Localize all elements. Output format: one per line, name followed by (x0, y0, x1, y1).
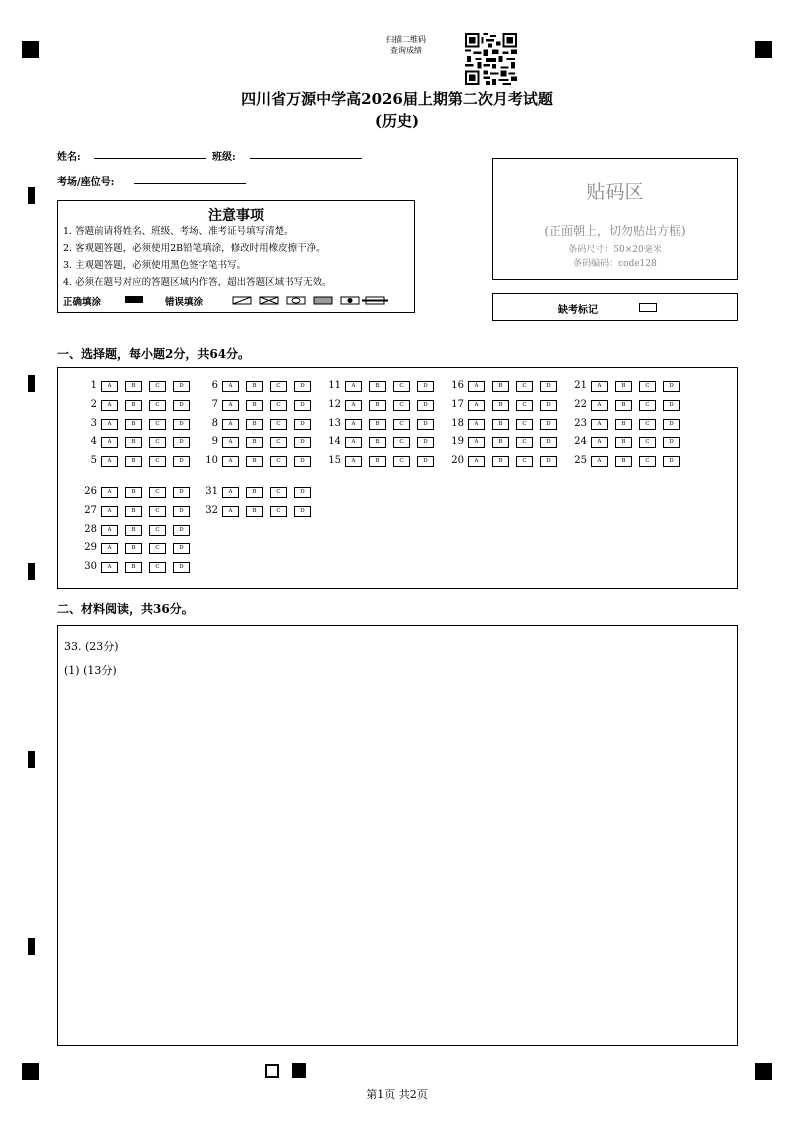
option-bubble-c[interactable]: C (270, 506, 287, 517)
question-number: 16 (451, 380, 464, 391)
correct-fill-label: 正确填涂 (63, 297, 102, 308)
option-bubble-b[interactable]: B (615, 400, 632, 411)
question-number: 15 (328, 455, 341, 466)
option-bubble-b[interactable]: B (125, 525, 142, 536)
option-bubble-d[interactable]: D (540, 419, 557, 430)
option-bubble-b[interactable]: B (246, 381, 263, 392)
option-bubble-d[interactable]: D (417, 381, 434, 392)
option-bubble-d[interactable]: D (173, 437, 190, 448)
option-bubble-c[interactable]: C (149, 456, 166, 467)
option-bubble-c[interactable]: C (639, 381, 656, 392)
option-bubble-a[interactable]: A (222, 437, 239, 448)
option-bubble-d[interactable]: D (173, 525, 190, 536)
q33-label: 33. (23分) (64, 640, 119, 653)
option-bubble-d[interactable]: D (173, 400, 190, 411)
question-number: 27 (84, 505, 97, 516)
option-bubble-a[interactable]: A (591, 419, 608, 430)
option-bubble-d[interactable]: D (173, 419, 190, 430)
question-number: 13 (328, 418, 341, 429)
option-bubble-c[interactable]: C (270, 437, 287, 448)
option-bubble-b[interactable]: B (492, 456, 509, 467)
option-bubble-b[interactable]: B (125, 400, 142, 411)
question-number: 31 (205, 486, 218, 497)
option-bubble-a[interactable]: A (591, 400, 608, 411)
option-bubble-a[interactable]: A (101, 456, 118, 467)
barcode-title: 贴码区 (586, 181, 644, 203)
question-number: 30 (84, 561, 97, 572)
question-number: 22 (574, 399, 587, 410)
question-number: 24 (574, 436, 587, 447)
option-bubble-d[interactable]: D (417, 456, 434, 467)
option-bubble-a[interactable]: A (591, 381, 608, 392)
option-bubble-d[interactable]: D (173, 456, 190, 467)
seat-label: 考场/座位号: (57, 177, 115, 188)
wrong-fill-label: 错误填涂 (165, 297, 204, 308)
option-bubble-b[interactable]: B (369, 456, 386, 467)
option-bubble-d[interactable]: D (173, 381, 190, 392)
option-bubble-c[interactable]: C (149, 525, 166, 536)
option-bubble-a[interactable]: A (468, 381, 485, 392)
question-number: 5 (90, 455, 97, 466)
option-bubble-c[interactable]: C (270, 381, 287, 392)
corner-mark-top-left (22, 41, 39, 58)
question-number: 1 (90, 380, 97, 391)
option-bubble-a[interactable]: A (101, 525, 118, 536)
barcode-size: 条码尺寸：50×20毫米 (568, 245, 662, 255)
page-mark-hollow (265, 1064, 279, 1078)
option-bubble-b[interactable]: B (615, 456, 632, 467)
option-bubble-d[interactable]: D (294, 419, 311, 430)
page-title: 四川省万源中学高2026届上期第二次月考试题 (241, 90, 553, 108)
question-number: 4 (90, 436, 97, 447)
page-mark-solid (292, 1063, 306, 1078)
option-bubble-c[interactable]: C (149, 419, 166, 430)
option-bubble-c[interactable]: C (149, 506, 166, 517)
option-bubble-d[interactable]: D (173, 487, 190, 498)
option-bubble-d[interactable]: D (173, 543, 190, 554)
option-bubble-b[interactable]: B (615, 419, 632, 430)
option-bubble-d[interactable]: D (173, 506, 190, 517)
barcode-instruction: (正面朝上，切勿贴出方框) (544, 224, 686, 238)
question-number: 28 (84, 524, 97, 535)
question-number: 6 (211, 380, 218, 391)
timing-mark (28, 751, 35, 768)
option-bubble-b[interactable]: B (125, 419, 142, 430)
option-bubble-c[interactable]: C (516, 381, 533, 392)
question-number: 23 (574, 418, 587, 429)
option-bubble-b[interactable]: B (492, 400, 509, 411)
question-number: 25 (574, 455, 587, 466)
option-bubble-c[interactable]: C (516, 419, 533, 430)
name-label: 姓名: (57, 152, 81, 163)
option-bubble-b[interactable]: B (369, 400, 386, 411)
option-bubble-b[interactable]: B (125, 506, 142, 517)
notice-item: 4. 必须在题号对应的答题区域内作答，超出答题区域书写无效。 (63, 277, 332, 288)
option-bubble-d[interactable]: D (540, 456, 557, 467)
option-bubble-a[interactable]: A (101, 487, 118, 498)
option-bubble-d[interactable]: D (294, 381, 311, 392)
option-bubble-a[interactable]: A (468, 400, 485, 411)
barcode-area (492, 158, 738, 280)
timing-mark (28, 563, 35, 580)
option-bubble-b[interactable]: B (369, 381, 386, 392)
option-bubble-d[interactable]: D (173, 562, 190, 573)
option-bubble-c[interactable]: C (149, 381, 166, 392)
option-bubble-c[interactable]: C (393, 381, 410, 392)
option-bubble-a[interactable]: A (591, 437, 608, 448)
correct-fill-sample (125, 296, 143, 303)
option-bubble-b[interactable]: B (246, 506, 263, 517)
option-bubble-b[interactable]: B (369, 437, 386, 448)
notice-item: 1. 答题前请将姓名、班级、考场、准考证号填写清楚。 (63, 226, 294, 237)
question-number: 29 (84, 542, 97, 553)
name-field[interactable] (94, 158, 206, 159)
option-bubble-a[interactable]: A (468, 437, 485, 448)
absent-checkbox[interactable] (639, 303, 657, 312)
option-bubble-d[interactable]: D (663, 381, 680, 392)
option-bubble-a[interactable]: A (345, 437, 362, 448)
option-bubble-a[interactable]: A (345, 381, 362, 392)
absent-label: 缺考标记 (558, 305, 598, 316)
question-number: 9 (211, 436, 218, 447)
corner-mark-bottom-right (755, 1063, 772, 1080)
option-bubble-b[interactable]: B (246, 419, 263, 430)
option-bubble-b[interactable]: B (246, 437, 263, 448)
seat-field[interactable] (134, 183, 246, 184)
section1-heading: 一、选择题，每小题2分，共64分。 (57, 347, 251, 361)
option-bubble-b[interactable]: B (615, 437, 632, 448)
option-bubble-a[interactable]: A (101, 562, 118, 573)
timing-mark (28, 375, 35, 392)
option-bubble-b[interactable]: B (125, 543, 142, 554)
option-bubble-a[interactable]: A (222, 381, 239, 392)
option-bubble-a[interactable]: A (101, 543, 118, 554)
corner-mark-bottom-left (22, 1063, 39, 1080)
option-bubble-c[interactable]: C (149, 437, 166, 448)
option-bubble-c[interactable]: C (149, 562, 166, 573)
question-number: 20 (451, 455, 464, 466)
option-bubble-a[interactable]: A (101, 400, 118, 411)
option-bubble-b[interactable]: B (246, 456, 263, 467)
option-bubble-b[interactable]: B (125, 487, 142, 498)
option-bubble-a[interactable]: A (222, 456, 239, 467)
option-bubble-a[interactable]: A (222, 487, 239, 498)
option-bubble-d[interactable]: D (540, 437, 557, 448)
class-field[interactable] (250, 158, 362, 159)
option-bubble-d[interactable]: D (417, 437, 434, 448)
option-bubble-a[interactable]: A (222, 506, 239, 517)
option-bubble-c[interactable]: C (639, 419, 656, 430)
option-bubble-b[interactable]: B (492, 437, 509, 448)
option-bubble-c[interactable]: C (393, 400, 410, 411)
question-number: 12 (328, 399, 341, 410)
option-bubble-a[interactable]: A (222, 419, 239, 430)
option-bubble-a[interactable]: A (101, 419, 118, 430)
question-number: 32 (205, 505, 218, 516)
notice-item: 3. 主观题答题，必须使用黑色签字笔书写。 (63, 260, 247, 271)
corner-mark-top-right (755, 41, 772, 58)
notice-item: 2. 客观题答题，必须使用2B铅笔填涂，修改时用橡皮擦干净。 (63, 243, 326, 254)
option-bubble-b[interactable]: B (246, 400, 263, 411)
option-bubble-b[interactable]: B (615, 381, 632, 392)
q33-sub1-label: (1) (13分) (64, 664, 117, 677)
option-bubble-c[interactable]: C (516, 400, 533, 411)
question-number: 17 (451, 399, 464, 410)
option-bubble-d[interactable]: D (540, 400, 557, 411)
option-bubble-a[interactable]: A (222, 400, 239, 411)
option-bubble-b[interactable]: B (369, 419, 386, 430)
option-bubble-d[interactable]: D (663, 419, 680, 430)
question-number: 18 (451, 418, 464, 429)
option-bubble-a[interactable]: A (101, 381, 118, 392)
option-bubble-a[interactable]: A (101, 437, 118, 448)
option-bubble-c[interactable]: C (639, 437, 656, 448)
qr-caption (375, 34, 437, 56)
option-bubble-a[interactable]: A (468, 456, 485, 467)
option-bubble-c[interactable]: C (393, 437, 410, 448)
qr-caption-line2: 查询成绩 (390, 46, 422, 55)
option-bubble-c[interactable]: C (639, 400, 656, 411)
option-bubble-b[interactable]: B (492, 381, 509, 392)
question-number: 14 (328, 436, 341, 447)
question-number: 3 (90, 418, 97, 429)
option-bubble-d[interactable]: D (663, 456, 680, 467)
option-bubble-c[interactable]: C (270, 487, 287, 498)
question-number: 7 (211, 399, 218, 410)
option-bubble-c[interactable]: C (149, 400, 166, 411)
option-bubble-a[interactable]: A (345, 400, 362, 411)
class-label: 班级: (212, 152, 236, 163)
question-number: 21 (574, 380, 587, 391)
barcode-encoding: 条码编码：code128 (573, 259, 657, 269)
option-bubble-c[interactable]: C (270, 456, 287, 467)
page-number: 第1页 共2页 (366, 1088, 428, 1101)
timing-mark (28, 187, 35, 204)
option-bubble-d[interactable]: D (417, 419, 434, 430)
option-bubble-c[interactable]: C (393, 419, 410, 430)
qr-code-icon (465, 33, 517, 85)
question-number: 19 (451, 436, 464, 447)
option-bubble-a[interactable]: A (101, 506, 118, 517)
option-bubble-b[interactable]: B (125, 437, 142, 448)
question-number: 11 (328, 380, 341, 391)
option-bubble-a[interactable]: A (345, 456, 362, 467)
option-bubble-c[interactable]: C (393, 456, 410, 467)
option-bubble-d[interactable]: D (663, 400, 680, 411)
option-bubble-b[interactable]: B (125, 456, 142, 467)
option-bubble-b[interactable]: B (125, 381, 142, 392)
option-bubble-d[interactable]: D (540, 381, 557, 392)
option-bubble-c[interactable]: C (516, 437, 533, 448)
option-bubble-d[interactable]: D (294, 400, 311, 411)
option-bubble-b[interactable]: B (246, 487, 263, 498)
option-bubble-c[interactable]: C (270, 400, 287, 411)
timing-mark (28, 938, 35, 955)
option-bubble-a[interactable]: A (468, 419, 485, 430)
option-bubble-d[interactable]: D (294, 456, 311, 467)
option-bubble-a[interactable]: A (345, 419, 362, 430)
option-bubble-c[interactable]: C (149, 487, 166, 498)
option-bubble-a[interactable]: A (591, 456, 608, 467)
option-bubble-c[interactable]: C (149, 543, 166, 554)
option-bubble-b[interactable]: B (492, 419, 509, 430)
essay-answer-area[interactable] (57, 625, 738, 1046)
option-bubble-c[interactable]: C (270, 419, 287, 430)
option-bubble-d[interactable]: D (663, 437, 680, 448)
option-bubble-c[interactable]: C (516, 456, 533, 467)
question-number: 2 (90, 399, 97, 410)
question-number: 26 (84, 486, 97, 497)
option-bubble-d[interactable]: D (294, 437, 311, 448)
question-number: 8 (211, 418, 218, 429)
qr-caption-line1: 扫描二维码 (386, 35, 426, 44)
section2-heading: 二、材料阅读，共36分。 (57, 602, 194, 616)
absent-mark-box (492, 293, 738, 321)
option-bubble-c[interactable]: C (639, 456, 656, 467)
wrong-fill-samples (232, 295, 392, 305)
option-bubble-d[interactable]: D (417, 400, 434, 411)
option-bubble-d[interactable]: D (294, 487, 311, 498)
page-subtitle: (历史) (374, 112, 420, 130)
option-bubble-d[interactable]: D (294, 506, 311, 517)
notice-box (57, 200, 415, 313)
option-bubble-b[interactable]: B (125, 562, 142, 573)
question-number: 10 (205, 455, 218, 466)
notice-title: 注意事项 (208, 208, 264, 224)
